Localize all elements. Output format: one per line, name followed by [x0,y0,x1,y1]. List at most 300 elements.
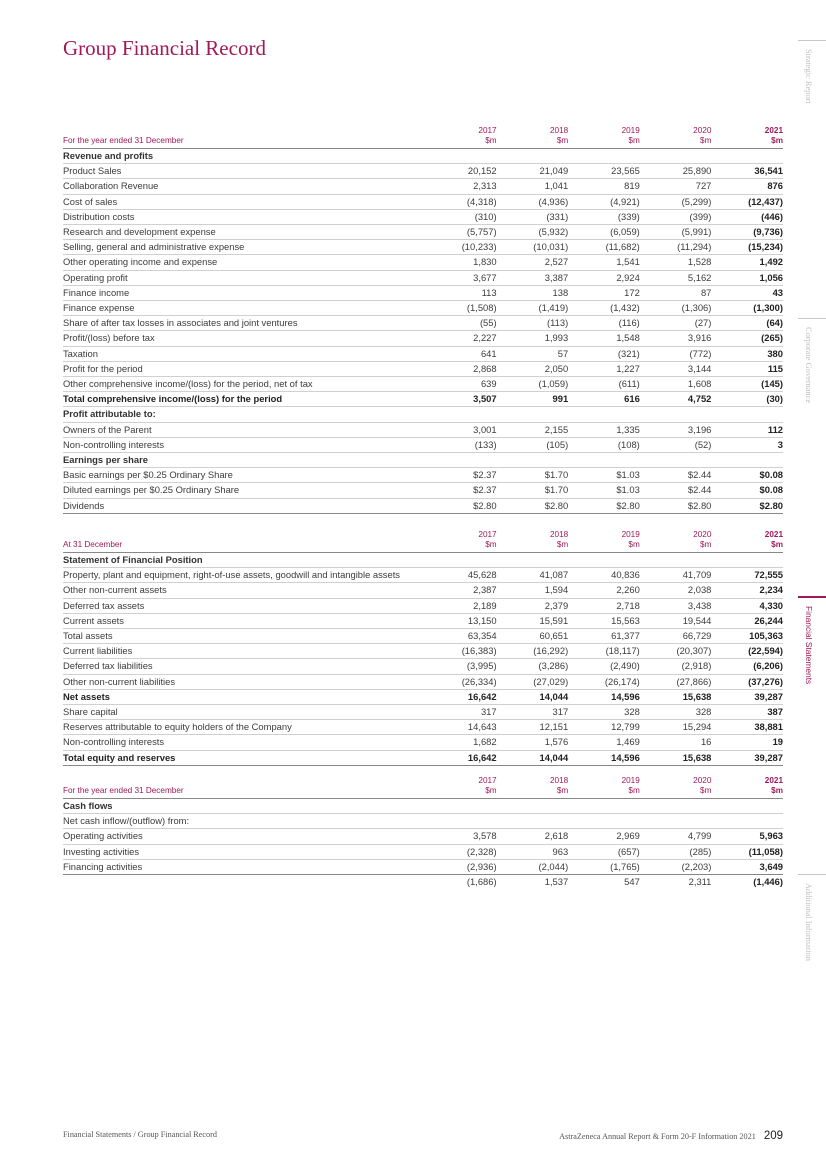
table-row [63,301,783,316]
section-heading-row [63,453,783,468]
table-row [63,225,783,240]
row-value: (18,117) [568,644,640,659]
table-row [63,814,783,829]
row-value: (5,991) [640,225,712,240]
row-value: (611) [568,377,640,392]
table-row [63,705,783,720]
row-value: (113) [497,316,569,331]
row-value: 317 [425,705,497,720]
row-value: 2,311 [688,876,712,888]
row-value: 1,056 [711,270,783,285]
row-value: (1,300) [711,301,783,316]
row-label: Earnings per share [63,453,783,468]
row-value: 3,144 [640,361,712,376]
year-column-header [497,126,569,149]
row-value: (1,686) [466,876,497,888]
year-column-header [640,776,712,799]
row-value: 4,330 [711,598,783,613]
row-value: 3,196 [640,422,712,437]
row-label: Total comprehensive income/(loss) for the period [63,392,425,407]
row-value: (2,490) [568,659,640,674]
row-label: Finance expense [63,301,425,316]
row-value: (3,995) [425,659,497,674]
year-column-header [425,126,497,149]
row-label: Research and development expense [63,225,425,240]
row-value: 43 [711,285,783,300]
row-value: 1,537 [544,876,569,888]
row-value: 16 [640,735,712,750]
row-value: $0.08 [711,468,783,483]
section-heading-row [63,407,783,422]
row-label: Profit for the period [63,361,425,376]
row-value: $1.70 [497,468,569,483]
row-value: 5,963 [711,829,783,844]
year-label: 2019 [621,776,640,785]
row-value: 14,643 [425,720,497,735]
table-row [63,689,783,704]
year-label: 2020 [693,776,712,785]
table-row [63,422,783,437]
row-label: Non-controlling interests [63,735,425,750]
year-label: 2020 [693,530,712,539]
row-value: $1.03 [568,468,640,483]
row-value: 328 [640,705,712,720]
row-value: 105,363 [711,629,783,644]
row-value: (6,059) [568,225,640,240]
row-value: (1,446) [753,876,783,888]
footer-breadcrumb: Financial Statements / Group Financial Record [63,1130,217,1139]
row-value: (11,058) [711,844,783,859]
row-value: 115 [711,361,783,376]
row-value: 2,313 [425,179,497,194]
row-label: Financing activities [63,859,425,874]
row-value: (5,932) [497,225,569,240]
row-value: 2,234 [711,583,783,598]
unit-label: $m [485,136,497,145]
table-row [63,844,783,859]
table-row [63,377,783,392]
row-value: $1.70 [497,483,569,498]
row-value: 641 [425,346,497,361]
section-heading-row [63,553,783,568]
row-value: 38,881 [711,720,783,735]
row-value: 2,227 [425,331,497,346]
row-value: 66,729 [640,629,712,644]
year-label: 2018 [549,776,569,785]
table-row [63,194,783,209]
table-row [63,629,783,644]
row-value: (9,736) [711,225,783,240]
row-label: Revenue and profits [63,149,783,164]
year-label: 2021 [764,126,783,135]
table-row [63,392,783,407]
unit-label: $m [700,540,712,549]
row-value: 727 [640,179,712,194]
footer-publication [559,1130,783,1142]
row-label: Property, plant and equipment, right-of-use assets, goodwill and intangible assets [63,568,425,583]
unit-label: $m [771,136,783,145]
row-value: 2,969 [568,829,640,844]
row-label: Reserves attributable to equity holders of the Company [63,720,425,735]
table-row [63,209,783,224]
row-value: (27,029) [497,674,569,689]
table-row [63,674,783,689]
row-value: 41,709 [640,568,712,583]
row-value: 3,507 [425,392,497,407]
row-value: (2,936) [425,859,497,874]
row-value: (55) [425,316,497,331]
unit-label: $m [556,786,569,795]
row-value: (339) [568,209,640,224]
row-value: 15,591 [497,613,569,628]
row-value: (3,286) [497,659,569,674]
row-value: (2,328) [425,844,497,859]
row-value: (446) [711,209,783,224]
year-column-header [568,126,640,149]
row-value: 328 [568,705,640,720]
row-value: 113 [425,285,497,300]
row-value: 2,924 [568,270,640,285]
row-value: 2,038 [640,583,712,598]
year-column-header [497,530,569,553]
row-value: 15,638 [640,689,712,704]
section-side-nav [790,40,826,980]
year-column-header [497,776,569,799]
row-label: Distribution costs [63,209,425,224]
table-row [63,735,783,750]
row-value: 2,379 [497,598,569,613]
row-value: 3,677 [425,270,497,285]
row-value: 45,628 [425,568,497,583]
row-value: 20,152 [425,164,497,179]
row-label: Total equity and reserves [63,750,425,765]
row-value: 172 [568,285,640,300]
year-column-header [425,776,497,799]
side-tab-strategic-report[interactable] [798,40,826,291]
row-value: $2.44 [640,468,712,483]
year-label: 2020 [693,126,712,135]
side-tab-label: Financial Statements [804,606,814,685]
row-value: 547 [624,876,640,888]
row-value: 72,555 [711,568,783,583]
table-row [63,859,783,874]
row-label: Net assets [63,689,425,704]
row-label: Finance income [63,285,425,300]
table-row [63,875,783,890]
row-value: (27,866) [640,674,712,689]
row-value: $2.37 [425,483,497,498]
row-value: 819 [568,179,640,194]
row-value: (20,307) [640,644,712,659]
row-value: 1,492 [711,255,783,270]
row-value: 60,651 [497,629,569,644]
row-value: (1,306) [640,301,712,316]
row-value: (10,233) [425,240,497,255]
row-value: 40,836 [568,568,640,583]
row-value: (657) [568,844,640,859]
row-value: 39,287 [711,750,783,765]
row-value: 1,041 [497,179,569,194]
year-column-header [425,530,497,553]
side-tab-label: Additional Information [804,883,813,961]
row-value: 1,608 [640,377,712,392]
year-column-header [640,530,712,553]
row-label: Other comprehensive income/(loss) for the period, net of tax [63,377,425,392]
row-value: 1,528 [640,255,712,270]
year-label: 2019 [621,126,640,135]
year-column-header [640,126,712,149]
table-row [63,361,783,376]
cash-flow-table [63,776,783,889]
row-value: (10,031) [497,240,569,255]
row-value: (4,936) [497,194,569,209]
table-row [63,598,783,613]
year-label: 2021 [764,530,783,539]
unit-label: $m [700,136,712,145]
unit-label: $m [485,786,497,795]
row-label: Product Sales [63,164,425,179]
row-value: (399) [640,209,712,224]
row-label: Owners of the Parent [63,422,425,437]
row-value: 16,642 [425,750,497,765]
row-value: 61,377 [568,629,640,644]
row-value: (52) [640,437,712,452]
table-header-row [63,126,783,149]
section-heading-row [63,799,783,814]
unit-label: $m [485,540,497,549]
table-row [63,437,783,452]
unit-label: $m [556,136,569,145]
row-value: 5,162 [640,270,712,285]
row-value: (1,765) [568,859,640,874]
row-value: $2.80 [568,498,640,513]
row-value: 2,260 [568,583,640,598]
row-value: (285) [640,844,712,859]
row-value: 41,087 [497,568,569,583]
row-value: 63,354 [425,629,497,644]
row-value: 1,576 [497,735,569,750]
row-value: (5,757) [425,225,497,240]
row-label: Basic earnings per $0.25 Ordinary Share [63,468,425,483]
year-label: 2019 [621,530,640,539]
row-value: $2.80 [425,498,497,513]
financial-position-table [63,530,783,766]
unit-label: $m [771,786,783,795]
row-value: 2,387 [425,583,497,598]
row-value: 639 [425,377,497,392]
table-row [63,316,783,331]
row-value: 14,596 [568,750,640,765]
year-label: 2018 [549,530,569,539]
row-value: (116) [568,316,640,331]
table-row [63,164,783,179]
row-label: Share capital [63,705,425,720]
row-value: (4,921) [568,194,640,209]
table-row [63,270,783,285]
row-value: 2,718 [568,598,640,613]
unit-label: $m [628,786,640,795]
row-value: 39,287 [711,689,783,704]
row-value: 1,469 [568,735,640,750]
row-value: (26,174) [568,674,640,689]
row-label: Other operating income and expense [63,255,425,270]
row-value: (12,437) [711,194,783,209]
row-value [425,814,497,829]
row-value: (37,276) [711,674,783,689]
row-value: (6,206) [711,659,783,674]
row-value: (26,334) [425,674,497,689]
table-row [63,644,783,659]
row-label: Other non-current assets [63,583,425,598]
row-value: 36,541 [711,164,783,179]
row-label: Share of after tax losses in associates and joint ventures [63,316,425,331]
row-value: (27) [640,316,712,331]
row-label: Current assets [63,613,425,628]
table-row [63,179,783,194]
row-value: $2.80 [497,498,569,513]
row-value: 991 [497,392,569,407]
table-row [63,568,783,583]
row-label: Cash flows [63,799,783,814]
row-value: (265) [711,331,783,346]
row-value: 3,001 [425,422,497,437]
table-row [63,468,783,483]
row-value: (133) [425,437,497,452]
row-value: (16,383) [425,644,497,659]
row-label: Operating activities [63,829,425,844]
row-value: 19,544 [640,613,712,628]
table-row [63,750,783,765]
side-tab-label: Corporate Governance [804,327,813,404]
unit-label: $m [771,540,783,549]
row-value: 15,563 [568,613,640,628]
row-label: Deferred tax assets [63,598,425,613]
row-value: $1.03 [568,483,640,498]
row-value: 4,752 [640,392,712,407]
row-value [497,814,569,829]
row-value: 87 [640,285,712,300]
row-value: 616 [568,392,640,407]
row-value: (11,682) [568,240,640,255]
row-label: Collaboration Revenue [63,179,425,194]
row-value: 23,565 [568,164,640,179]
row-value: 25,890 [640,164,712,179]
row-label: Profit/(loss) before tax [63,331,425,346]
row-value: 1,594 [497,583,569,598]
row-value: (105) [497,437,569,452]
table-row [63,285,783,300]
row-label: Statement of Financial Position [63,553,783,568]
year-column-header [711,126,783,149]
table-header-label: At 31 December [63,530,425,553]
row-value: (1,059) [497,377,569,392]
row-value: 1,541 [568,255,640,270]
row-label: Operating profit [63,270,425,285]
unit-label: $m [628,136,640,145]
row-value: 2,155 [497,422,569,437]
row-value: 317 [497,705,569,720]
row-value: 1,227 [568,361,640,376]
row-label: Dividends [63,498,425,513]
row-value: 21,049 [497,164,569,179]
row-value: 15,638 [640,750,712,765]
row-label: Selling, general and administrative expense [63,240,425,255]
year-label: 2017 [478,776,497,785]
table-row [63,346,783,361]
table-header-label: For the year ended 31 December [63,126,425,149]
row-value: 2,527 [497,255,569,270]
table-row [63,498,783,513]
unit-label: $m [700,786,712,795]
table-row [63,483,783,498]
table-header-row [63,776,783,799]
row-value: 2,868 [425,361,497,376]
income-statement-table [63,126,783,514]
side-tab-financial-statements[interactable] [798,596,826,868]
row-value: 57 [497,346,569,361]
row-value [568,814,640,829]
table-row [63,255,783,270]
year-column-header [711,776,783,799]
row-value: 387 [711,705,783,720]
table-row [63,240,783,255]
row-value: 138 [497,285,569,300]
row-value: 19 [711,735,783,750]
row-value: 4,799 [640,829,712,844]
row-value: (1,419) [497,301,569,316]
row-value: 2,618 [497,829,569,844]
row-value: (30) [711,392,783,407]
row-value: $2.80 [640,498,712,513]
row-value: 26,244 [711,613,783,628]
row-value: (331) [497,209,569,224]
row-value: 2,050 [497,361,569,376]
row-value: (108) [568,437,640,452]
row-value: (64) [711,316,783,331]
row-value: (321) [568,346,640,361]
year-column-header [568,530,640,553]
side-tab-additional-information[interactable] [798,874,826,975]
row-value: $0.08 [711,483,783,498]
row-value: (1,508) [425,301,497,316]
row-label: Non-controlling interests [63,437,425,452]
side-tab-label: Strategic Report [804,49,813,104]
row-label: Diluted earnings per $0.25 Ordinary Share [63,483,425,498]
row-value: 2,189 [425,598,497,613]
unit-label: $m [556,540,569,549]
row-value: (16,292) [497,644,569,659]
year-column-header [568,776,640,799]
row-value: (2,918) [640,659,712,674]
row-label: Current liabilities [63,644,425,659]
table-row [63,583,783,598]
row-value: (310) [425,209,497,224]
row-value: 3,438 [640,598,712,613]
row-value: (4,318) [425,194,497,209]
row-value: $2.80 [711,498,783,513]
year-label: 2021 [764,776,783,785]
row-label: Deferred tax liabilities [63,659,425,674]
year-label: 2017 [478,126,497,135]
row-value: (2,203) [640,859,712,874]
row-value: (1,432) [568,301,640,316]
row-value: 876 [711,179,783,194]
year-label: 2017 [478,530,497,539]
side-tab-corporate-governance[interactable] [798,318,826,589]
table-row [63,659,783,674]
row-value: 12,799 [568,720,640,735]
year-label: 2018 [549,126,569,135]
